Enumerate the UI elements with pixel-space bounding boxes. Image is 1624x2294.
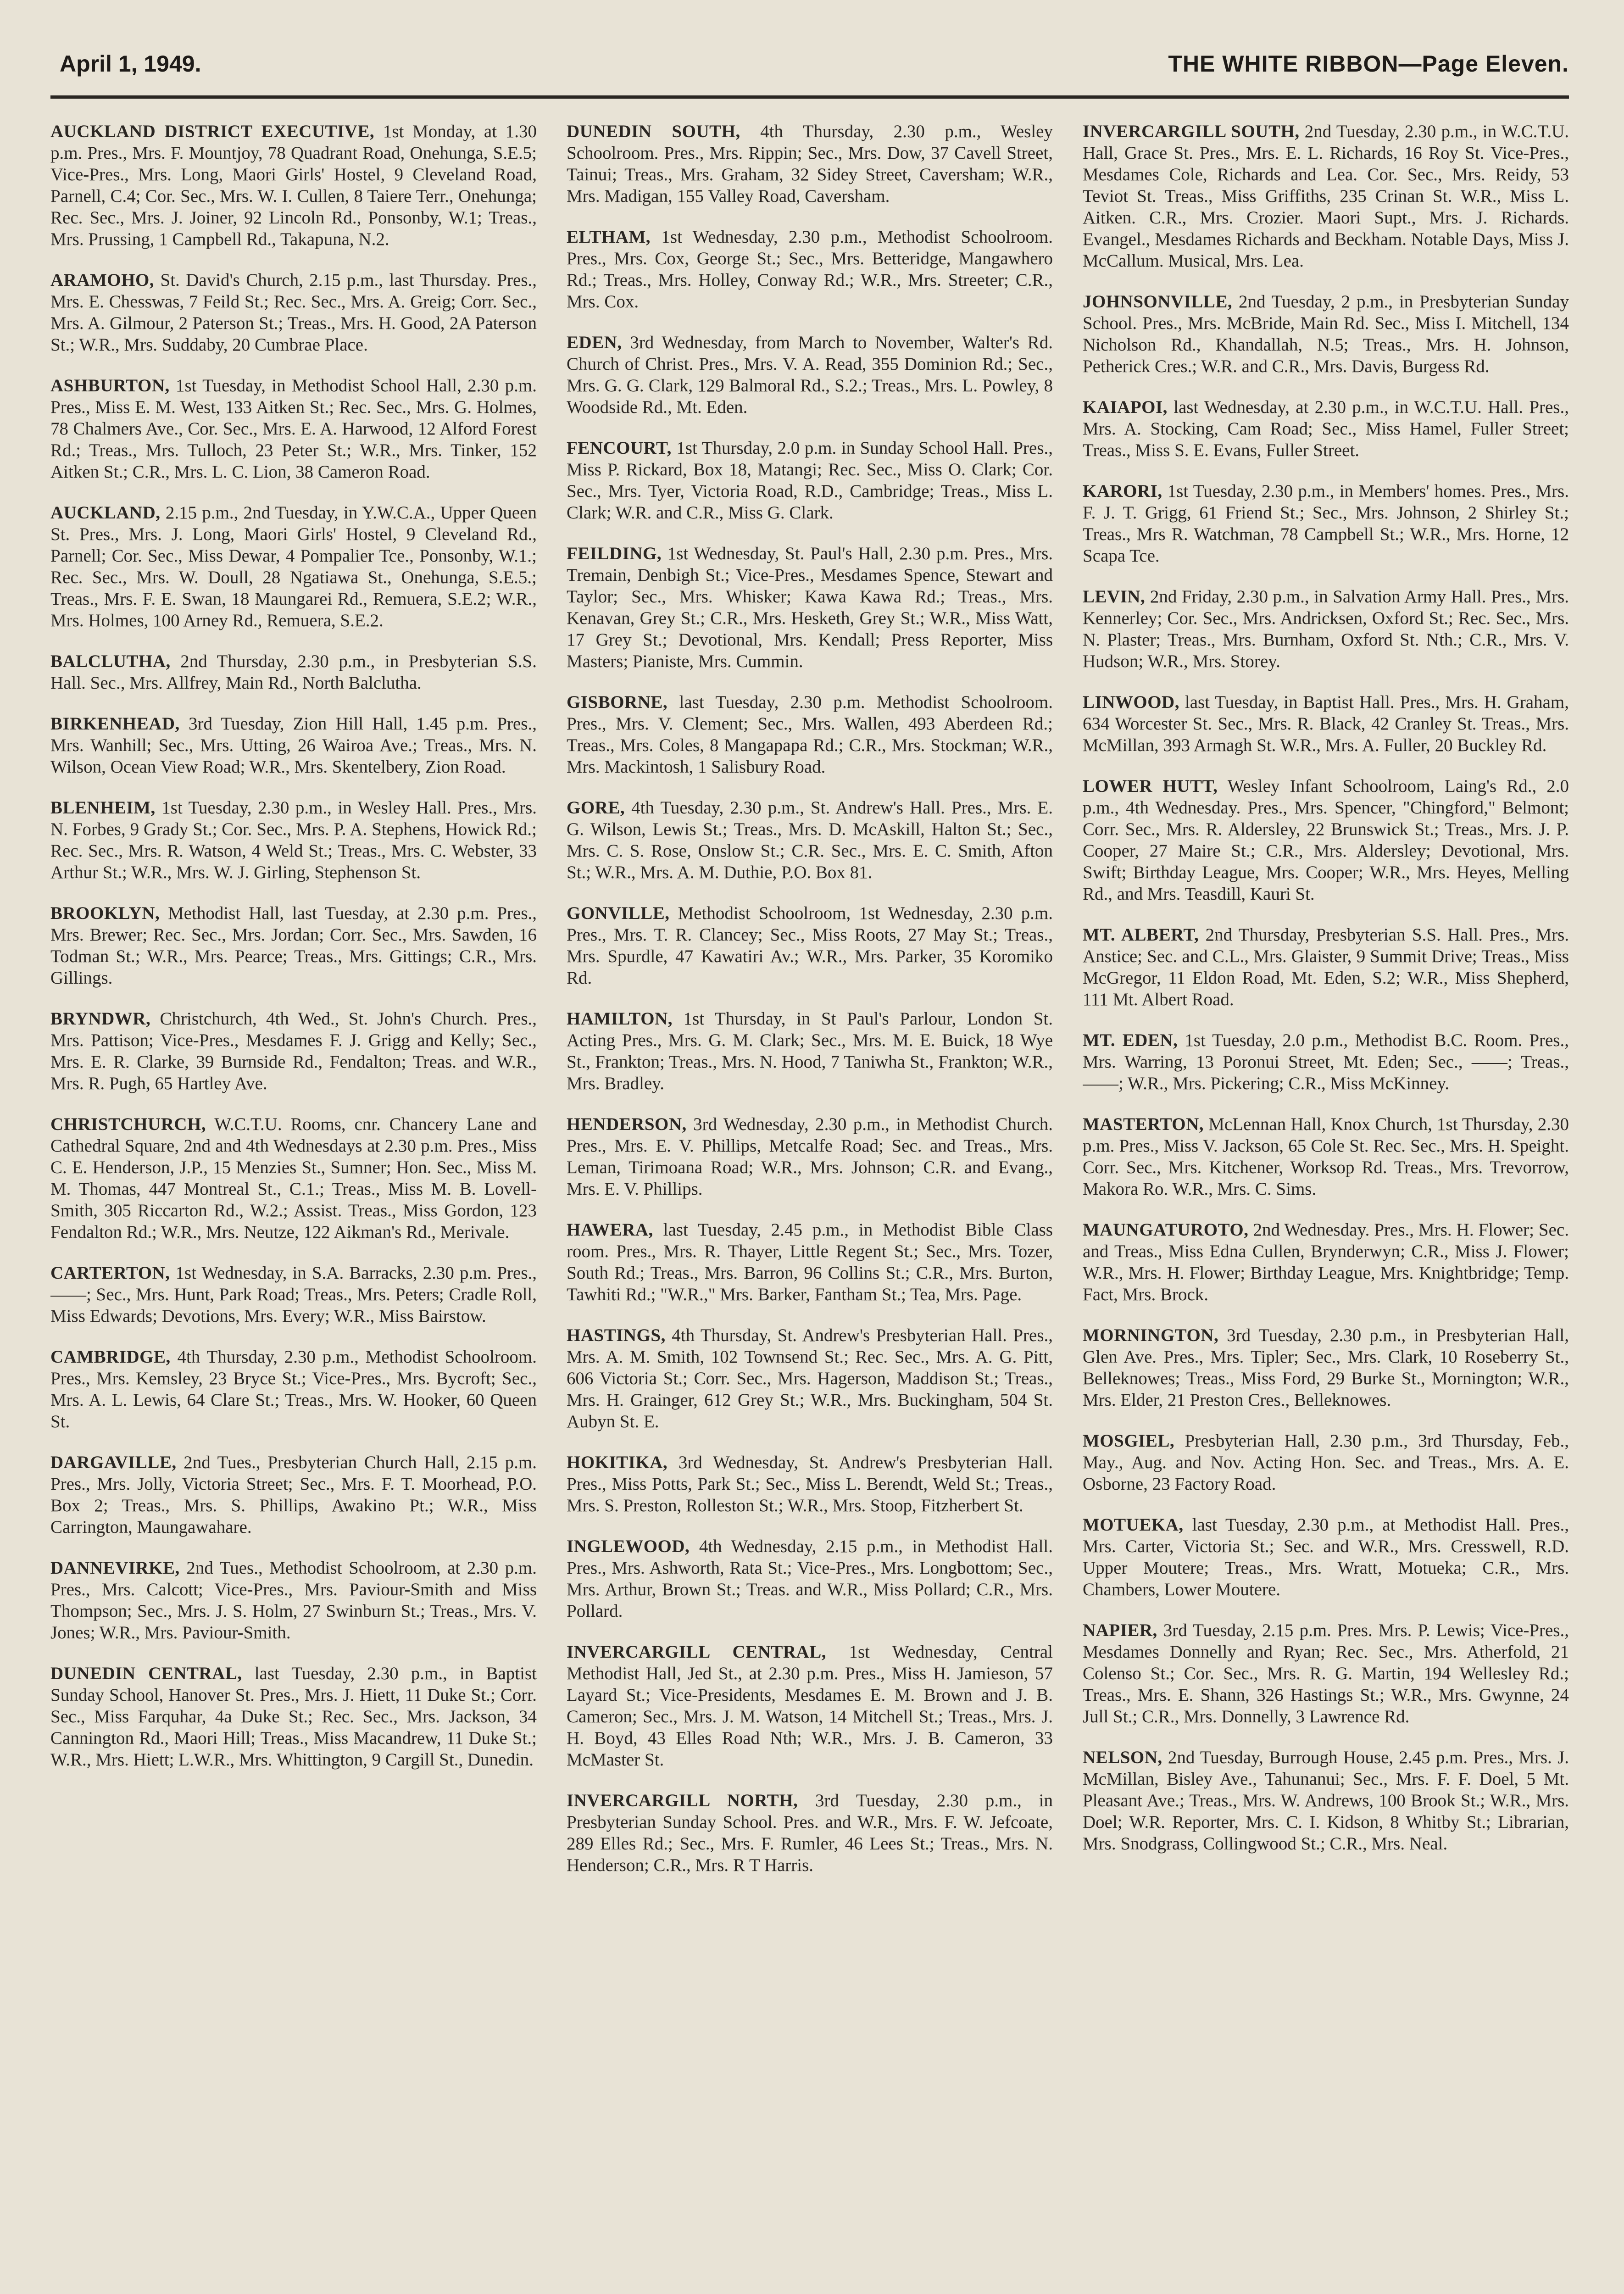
- branch-name: ASHBURTON,: [50, 376, 170, 395]
- branch-details: 4th Wednesday, 2.15 p.m., in Methodist Hall. Pres., Mrs. Ashworth, Rata St.; Vice-Pres., Mrs. Longbottom; Sec., Mrs. Arthur, Brown St.; Treas. and W.R., Miss Pollard; C.R., Mrs. Pollard.: [567, 1537, 1053, 1621]
- page-header: [50, 40, 1569, 95]
- branch-name: INVERCARGILL SOUTH,: [1083, 122, 1300, 141]
- branch-name: HASTINGS,: [567, 1325, 666, 1345]
- branch-details: 3rd Tuesday, Zion Hill Hall, 1.45 p.m. Pres., Mrs. Wanhill; Sec., Mrs. Utting, 26 Wairoa Ave.; Treas., Mrs. N. Wilson, Ocean View Road; W.R., Mrs. Skentelbery, Zion Road.: [50, 714, 537, 777]
- branch-details: 1st Monday, at 1.30 p.m. Pres., Mrs. F. Mountjoy, 78 Quadrant Road, Onehunga, S.E.5; Vice-Pres., Mrs. Long, Maori Girls' Hostel, 9 Cleveland Road, Parnell, C.4; Cor. Sec., Mrs. W. I. Cullen, 8 Taiere Terr., Onehunga; Rec. Sec., Mrs. J. Joiner, 92 Lincoln Rd., Ponsonby, W.1; Treas., Mrs. Prussing, 1 Campbell Rd., Takapuna, N.2.: [50, 122, 537, 249]
- branch-name: FENCOURT,: [567, 438, 672, 458]
- branch-name: ARAMOHO,: [50, 270, 155, 290]
- branch-details: 2nd Tuesday, 2 p.m., in Presbyterian Sunday School. Pres., Mrs. McBride, Main Rd. Sec., Miss I. Mitchell, 134 Nicholson Rd., Khandallah, N.5; Treas., Mrs. H. Johnson, Petherick Cres.; W.R. and C.R., Mrs. Davis, Burgess Rd.: [1083, 292, 1569, 376]
- branch-details: 2nd Tuesday, Burrough House, 2.45 p.m. Pres., Mrs. J. McMillan, Bisley Ave., Tahunanui; Sec., Mrs. F. F. Doel, 5 Mt. Pleasant Ave.; Treas., Mrs. W. Andrews, 100 Brook St.; W.R., Mrs. Doel; W.R. Reporter, Mrs. C. I. Kidson, 8 Whitby St.; Librarian, Mrs. Snodgrass, Collingwood St.; C.R., Mrs. Neal.: [1083, 1748, 1569, 1854]
- branch-entry: [567, 1114, 1053, 1200]
- column-right: [1083, 121, 1569, 2294]
- branch-name: KAIAPOI,: [1083, 397, 1168, 417]
- branch-details: 2nd Friday, 2.30 p.m., in Salvation Army Hall. Pres., Mrs. Kennerley; Cor. Sec., Mrs. Andricksen, Oxford St.; Rec. Sec., Mrs. N. Plaster; Treas., Mrs. Burnham, Oxford St. Nth.; C.R., Mrs. V. Hudson; W.R., Mrs. Storey.: [1083, 587, 1569, 671]
- branch-entry: [1083, 396, 1569, 461]
- branch-details: Methodist Schoolroom, 1st Wednesday, 2.30 p.m. Pres., Mrs. T. R. Clancey; Sec., Miss Roots, 27 May St.; Treas., Mrs. Spurdle, 47 Kawatiri Av.; W.R., Mrs. Parker, 35 Koromiko Rd.: [567, 903, 1053, 988]
- branch-details: 3rd Wednesday, from March to November, Walter's Rd. Church of Christ. Pres., Mrs. V. A. Read, 355 Dominion Rd.; Sec., Mrs. G. G. Clark, 129 Balmoral Rd., S.2.; Treas., Mrs. L. Powley, 8 Woodside Rd., Mt. Eden.: [567, 333, 1053, 417]
- branch-name: HAMILTON,: [567, 1009, 673, 1029]
- branch-entry: [567, 1641, 1053, 1771]
- branch-name: MASTERTON,: [1083, 1114, 1204, 1134]
- branch-entry: [1083, 121, 1569, 272]
- branch-name: FEILDING,: [567, 544, 662, 563]
- branch-details: 4th Thursday, St. Andrew's Presbyterian Hall. Pres., Mrs. A. M. Smith, 102 Townsend St.; Rec. Sec., Mrs. A. G. Pitt, 606 Victoria St.; Corr. Sec., Mrs. Hagerson, Maddison St.; Treas., Mrs. H. Grainger, 612 Grey St.; W.R., Mrs. Buckingham, 504 St. Aubyn St. E.: [567, 1325, 1053, 1431]
- branch-details: St. David's Church, 2.15 p.m., last Thursday. Pres., Mrs. E. Chesswas, 7 Feild St.; Rec. Sec., Mrs. A. Greig; Corr. Sec., Mrs. A. Gilmour, 2 Paterson St.; Treas., Mrs. H. Good, 2A Paterson St.; W.R., Mrs. Suddaby, 20 Cumbrae Place.: [50, 270, 537, 355]
- branch-name: AUCKLAND,: [50, 503, 161, 523]
- branch-details: 3rd Tuesday, 2.30 p.m., in Presbyterian Hall, Glen Ave. Pres., Mrs. Tipler; Sec., Mrs. Clark, 10 Roseberry St., Belleknowes; Treas., Miss Ford, 29 Burke St., Mornington; W.R., Mrs. Elder, 21 Preston Cres., Belleknowes.: [1083, 1325, 1569, 1410]
- branch-details: last Tuesday, 2.30 p.m. Methodist Schoolroom. Pres., Mrs. V. Clement; Sec., Mrs. Wallen, 493 Aberdeen Rd.; Treas., Mrs. Coles, 8 Mangapapa Rd.; C.R., Mrs. Stockman; W.R., Mrs. Mackintosh, 1 Salisbury Road.: [567, 692, 1053, 777]
- branch-entry: [1083, 586, 1569, 672]
- branch-details: Christchurch, 4th Wed., St. John's Church. Pres., Mrs. Pattison; Vice-Pres., Mesdames F. J. Grigg and Kelly; Sec., Mrs. E. R. Clarke, 39 Burnside Rd., Fendalton; Treas. and W.R., Mrs. R. Pugh, 65 Hartley Ave.: [50, 1009, 537, 1093]
- branch-name: LEVIN,: [1083, 587, 1146, 607]
- branch-entry: [50, 1008, 537, 1094]
- column-middle: [567, 121, 1053, 2294]
- branch-name: CHRISTCHURCH,: [50, 1114, 206, 1134]
- branch-name: INVERCARGILL CENTRAL,: [567, 1642, 826, 1662]
- branch-entry: [567, 121, 1053, 207]
- branch-details: 1st Wednesday, 2.30 p.m., Methodist Schoolroom. Pres., Mrs. Cox, George St.; Sec., Mrs. Betteridge, Mangawhero Rd.; Treas., Mrs. Holley, Conway Rd.; W.R., Mrs. Streeter; C.R., Mrs. Cox.: [567, 227, 1053, 312]
- branch-details: 1st Tuesday, 2.30 p.m., in Wesley Hall. Pres., Mrs. N. Forbes, 9 Grady St.; Cor. Sec., Mrs. P. A. Stephens, Howick Rd.; Rec. Sec., Mrs. R. Watson, 4 Weld St.; Treas., Mrs. C. Webster, 33 Arthur St.; W.R., Mrs. W. J. Girling, Stephenson St.: [50, 798, 537, 882]
- branch-name: INGLEWOOD,: [567, 1537, 690, 1556]
- branch-entry: [1083, 691, 1569, 756]
- branch-details: 4th Thursday, 2.30 p.m., Methodist Schoolroom. Pres., Mrs. Kemsley, 23 Bryce St.; Vice-Pres., Mrs. Bycroft; Sec., Mrs. A. L. Lewis, 64 Clare St.; Treas., Mrs. W. Hooker, 60 Queen St.: [50, 1347, 537, 1431]
- branch-details: 1st Thursday, in St Paul's Parlour, London St. Acting Pres., Mrs. G. M. Clark; Sec., Mrs. M. E. Buick, 18 Wye St., Frankton; Treas., Mrs. N. Hood, 7 Taniwha St., Frankton; W.R., Mrs. Bradley.: [567, 1009, 1053, 1093]
- branch-entry: [567, 1008, 1053, 1094]
- branch-details: Wesley Infant Schoolroom, Laing's Rd., 2.0 p.m., 4th Wednesday. Pres., Mrs. Spencer, "Chingford," Belmont; Corr. Sec., Mrs. R. Aldersley, 22 Brunswick St.; Treas., Mrs. J. P. Cooper, 27 Maire St.; C.R., Mrs. Aldersley; Devotional, Mrs. Swift; Birthday League, Mrs. Cooper; W.R., Mrs. Heyes, Melling Rd., and Mrs. Teasdill, Kauri St.: [1083, 776, 1569, 904]
- branch-entry: [50, 1452, 537, 1538]
- branch-entry: [1083, 775, 1569, 905]
- branch-entry: [1083, 1620, 1569, 1727]
- branch-details: 1st Thursday, 2.0 p.m. in Sunday School Hall. Pres., Miss P. Rickard, Box 18, Matangi; Rec. Sec., Miss O. Clark; Cor. Sec., Mrs. Tyer, Victoria Road, R.D., Cambridge; Treas., Miss L. Clark; W.R. and C.R., Miss G. Clark.: [567, 438, 1053, 523]
- branch-entry: [567, 691, 1053, 778]
- branch-name: HOKITIKA,: [567, 1453, 668, 1472]
- branch-details: 4th Tuesday, 2.30 p.m., St. Andrew's Hall. Pres., Mrs. E. G. Wilson, Lewis St.; Treas., Mrs. D. McAskill, Halton St.; Sec., Mrs. C. S. Rose, Onslow St.; C.R. Sec., Mrs. E. C. Smith, Afton St.; W.R., Mrs. A. M. Duthie, P.O. Box 81.: [567, 798, 1053, 882]
- branch-details: last Tuesday, 2.30 p.m., in Baptist Sunday School, Hanover St. Pres., Mrs. J. Hiett, 11 Duke St.; Corr. Sec., Miss Farquhar, 4a Duke St.; Rec. Sec., Mrs. Jackson, 34 Cannington Rd., Maori Hill; Treas., Miss Macandrew, 11 Duke St.; W.R., Mrs. Hiett; L.W.R., Mrs. Whittington, 9 Cargill St., Dunedin.: [50, 1664, 537, 1770]
- branch-name: INVERCARGILL NORTH,: [567, 1791, 798, 1810]
- branch-entry: [567, 332, 1053, 418]
- branch-name: LINWOOD,: [1083, 692, 1179, 712]
- branch-name: GISBORNE,: [567, 692, 668, 712]
- branch-entry: [567, 902, 1053, 989]
- branch-details: 2.15 p.m., 2nd Tuesday, in Y.W.C.A., Upper Queen St. Pres., Mrs. J. Long, Maori Girls' Hostel, 9 Cleveland Rd., Parnell; Cor. Sec., Miss Dewar, 4 Pompalier Tce., Ponsonby, W.1.; Rec. Sec., Mrs. W. Doull, 28 Ngatiawa St., Onehunga, S.E.5.; Treas., Mrs. F. E. Swan, 18 Maungarei Rd., Remuera, S.E.2; W.R., Mrs. Holmes, 100 Arney Rd., Remuera, S.E.2.: [50, 503, 537, 630]
- branch-details: 3rd Tuesday, 2.30 p.m., in Presbyterian Sunday School. Pres. and W.R., Mrs. F. W. Jefcoate, 289 Elles Rd.; Sec., Mrs. F. Rumler, 46 Lees St.; Treas., Mrs. N. Henderson; C.R., Mrs. R T Harris.: [567, 1791, 1053, 1875]
- branch-name: CARTERTON,: [50, 1263, 170, 1283]
- branch-name: NELSON,: [1083, 1748, 1162, 1767]
- issue-date: April 1, 1949.: [60, 51, 201, 77]
- branch-entry: [50, 269, 537, 356]
- branch-name: HENDERSON,: [567, 1114, 687, 1134]
- branch-entry: [50, 902, 537, 989]
- branch-entry: [50, 502, 537, 631]
- branch-details: 3rd Wednesday, St. Andrew's Presbyterian Hall. Pres., Miss Potts, Park St.; Sec., Miss L. Berendt, Weld St.; Treas., Mrs. S. Preston, Rolleston St.; W.R., Mrs. Stoop, Fitzherbert St.: [567, 1453, 1053, 1515]
- branch-entry: [50, 713, 537, 778]
- branch-name: CAMBRIDGE,: [50, 1347, 171, 1367]
- branch-details: 1st Tuesday, in Methodist School Hall, 2.30 p.m. Pres., Miss E. M. West, 133 Aitken St.; Rec. Sec., Mrs. G. Holmes, 78 Chalmers Ave., Cor. Sec., Mrs. E. A. Harwood, 12 Alford Forest Rd.; Treas., Mrs. Tulloch, 23 Peter St.; W.R., Mrs. Tinker, 152 Aitken St.; C.R., Mrs. L. C. Lion, 38 Cameron Road.: [50, 376, 537, 482]
- branch-name: DANNEVIRKE,: [50, 1558, 180, 1578]
- branch-entry: [50, 1262, 537, 1327]
- branch-name: GORE,: [567, 798, 625, 818]
- page-title: THE WHITE RIBBON—Page Eleven.: [1168, 51, 1569, 77]
- branch-entry: [50, 651, 537, 694]
- branch-details: 1st Tuesday, 2.30 p.m., in Members' homes. Pres., Mrs. F. J. T. Grigg, 61 Friend St.; Sec., Mrs. Johnson, 2 Shirley St.; Treas., Mrs R. Watchman, 78 Campbell St.; W.R., Mrs. Horne, 12 Scapa Tce.: [1083, 481, 1569, 566]
- branch-name: BRYNDWR,: [50, 1009, 151, 1029]
- branch-details: 2nd Tuesday, 2.30 p.m., in W.C.T.U. Hall, Grace St. Pres., Mrs. E. L. Richards, 16 Roy St. Vice-Pres., Mesdames Cole, Richards and Lea. Cor. Sec., Mrs. Reidy, 53 Teviot St. Treas., Miss Griffiths, 235 Crinan St. W.R., Miss L. Aitken. C.R., Mrs. Crozier. Maori Supt., Mrs. J. Richards. Evangel., Mesdames Richards and Beckham. Notable Days, Miss J. McCallum. Musical, Mrs. Lea.: [1083, 122, 1569, 271]
- branch-name: MORNINGTON,: [1083, 1325, 1219, 1345]
- branch-name: BROOKLYN,: [50, 903, 160, 923]
- branch-entry: [50, 1557, 537, 1643]
- branch-entry: [50, 1114, 537, 1243]
- branch-name: MAUNGATUROTO,: [1083, 1220, 1249, 1240]
- branch-details: Presbyterian Hall, 2.30 p.m., 3rd Thursday, Feb., May., Aug. and Nov. Acting Hon. Sec. and Treas., Mrs. A. E. Osborne, 23 Factory Road.: [1083, 1431, 1569, 1494]
- branch-details: 3rd Wednesday, 2.30 p.m., in Methodist Church. Pres., Mrs. E. V. Phillips, Metcalfe Road; Sec. and Treas., Mrs. Leman, Tirimoana Road; W.R., Mrs. Johnson; C.R. and Evang., Mrs. E. V. Phillips.: [567, 1114, 1053, 1199]
- branch-name: BLENHEIM,: [50, 798, 156, 818]
- branch-entry: [50, 375, 537, 483]
- branch-entry: [567, 1452, 1053, 1516]
- branch-name: NAPIER,: [1083, 1620, 1157, 1640]
- branch-entry: [1083, 1219, 1569, 1305]
- branch-entry: [567, 1790, 1053, 1876]
- branch-entry: [1083, 1430, 1569, 1495]
- branch-name: KARORI,: [1083, 481, 1162, 501]
- branch-details: McLennan Hall, Knox Church, 1st Thursday, 2.30 p.m. Pres., Miss V. Jackson, 65 Cole St. Rec. Sec., Mrs. H. Speight. Corr. Sec., Mrs. Kitchener, Worksop Rd. Treas., Mrs. Trevorrow, Makora Ro. W.R., Mrs. C. Sims.: [1083, 1114, 1569, 1199]
- branch-entry: [50, 121, 537, 250]
- directory-columns: [50, 121, 1569, 2294]
- branch-details: 1st Wednesday, Central Methodist Hall, Jed St., at 2.30 p.m. Pres., Miss H. Jamieson, 57 Layard St.; Vice-Presidents, Mesdames E. M. Brown and J. B. Cameron; Sec., Mrs. J. M. Watson, 14 Mitchell St.; Treas., Mrs. J. H. Boyd, 43 Elles Road Nth; W.R., Mrs. J. B. Cameron, 33 McMaster St.: [567, 1642, 1053, 1770]
- branch-name: DUNEDIN CENTRAL,: [50, 1664, 242, 1683]
- branch-entry: [50, 1663, 537, 1771]
- branch-entry: [1083, 1325, 1569, 1411]
- branch-name: DARGAVILLE,: [50, 1453, 177, 1472]
- branch-entry: [567, 226, 1053, 312]
- branch-entry: [567, 1536, 1053, 1622]
- branch-entry: [567, 797, 1053, 883]
- branch-details: 2nd Tues., Methodist Schoolroom, at 2.30 p.m. Pres., Mrs. Calcott; Vice-Pres., Mrs. Paviour-Smith and Miss Thompson; Sec., Mrs. J. S. Holm, 27 Swinburn St.; Treas., Mrs. V. Jones; W.R., Mrs. Paviour-Smith.: [50, 1558, 537, 1643]
- branch-entry: [567, 1325, 1053, 1432]
- branch-name: GONVILLE,: [567, 903, 670, 923]
- branch-details: last Tuesday, in Baptist Hall. Pres., Mrs. H. Graham, 634 Worcester St. Sec., Mrs. R. Black, 42 Cranley St. Treas., Mrs. McMillan, 393 Armagh St. W.R., Mrs. A. Fuller, 20 Buckley Rd.: [1083, 692, 1569, 755]
- branch-entry: [1083, 1030, 1569, 1094]
- branch-details: 2nd Thursday, Presbyterian S.S. Hall. Pres., Mrs. Anstice; Sec. and C.L., Mrs. Glaister, 9 Summit Drive; Treas., Miss McGregor, 11 Eldon Road, Mt. Eden, S.2; W.R., Miss Shepherd, 111 Mt. Albert Road.: [1083, 925, 1569, 1009]
- column-left: [50, 121, 537, 2294]
- branch-entry: [1083, 1747, 1569, 1854]
- branch-name: BALCLUTHA,: [50, 651, 171, 671]
- branch-name: MT. EDEN,: [1083, 1030, 1178, 1050]
- branch-entry: [50, 1346, 537, 1432]
- branch-details: 4th Thursday, 2.30 p.m., Wesley Schoolroom. Pres., Mrs. Rippin; Sec., Mrs. Dow, 37 Cavell Street, Tainui; Treas., Mrs. Graham, 32 Sidey Street, Caversham; W.R., Mrs. Madigan, 155 Valley Road, Caversham.: [567, 122, 1053, 206]
- branch-details: 2nd Thursday, 2.30 p.m., in Presbyterian S.S. Hall. Sec., Mrs. Allfrey, Main Rd., North Balclutha.: [50, 651, 537, 693]
- branch-entry: [567, 437, 1053, 523]
- branch-name: ELTHAM,: [567, 227, 651, 247]
- branch-details: 1st Tuesday, 2.0 p.m., Methodist B.C. Room. Pres., Mrs. Warring, 13 Poronui Street, Mt. Eden; Sec., ——; Treas., ——; W.R., Mrs. Pickering; C.R., Miss McKinney.: [1083, 1030, 1569, 1093]
- header-rule: [50, 95, 1569, 99]
- branch-entry: [567, 1219, 1053, 1305]
- branch-name: BIRKENHEAD,: [50, 714, 180, 734]
- branch-entry: [1083, 480, 1569, 567]
- branch-name: JOHNSONVILLE,: [1083, 292, 1233, 312]
- branch-details: 1st Wednesday, St. Paul's Hall, 2.30 p.m. Pres., Mrs. Tremain, Denbigh St.; Vice-Pres., Mesdames Spence, Stewart and Taylor; Sec., Mrs. Whisker; Kawa Kawa Rd.; Treas., Mrs. Kenavan, Grey St.; C.R., Mrs. Hesketh, Grey St.; W.R., Miss Watt, 17 Grey St.; Devotional, Mrs. Kendall; Press Reporter, Miss Masters; Pianiste, Mrs. Cummin.: [567, 544, 1053, 671]
- branch-details: last Tuesday, 2.45 p.m., in Methodist Bible Class room. Pres., Mrs. R. Thayer, Little Regent St.; Sec., Mrs. Tozer, South Rd.; Treas., Mrs. Barron, 96 Collins St.; C.R., Mrs. Burton, Tawhiti Rd.; "W.R.," Mrs. Barker, Fantham St.; Tea, Mrs. Page.: [567, 1220, 1053, 1304]
- branch-details: 2nd Tues., Presbyterian Church Hall, 2.15 p.m. Pres., Mrs. Jolly, Victoria Street; Sec., Mrs. F. T. Moorhead, P.O. Box 2; Treas., Mrs. S. Phillips, Awakino Pt.; W.R., Miss Carrington, Maungawahare.: [50, 1453, 537, 1537]
- branch-entry: [1083, 291, 1569, 377]
- branch-entry: [1083, 1514, 1569, 1600]
- branch-name: LOWER HUTT,: [1083, 776, 1218, 796]
- branch-details: last Wednesday, at 2.30 p.m., in W.C.T.U. Hall. Pres., Mrs. A. Stocking, Cam Road; Sec., Miss Hamel, Fuller Street; Treas., Miss S. E. Evans, Fuller Street.: [1083, 397, 1569, 460]
- branch-name: HAWERA,: [567, 1220, 653, 1240]
- branch-name: DUNEDIN SOUTH,: [567, 122, 740, 141]
- branch-details: last Tuesday, 2.30 p.m., at Methodist Hall. Pres., Mrs. Carter, Victoria St.; Sec. and W.R., Mrs. Cresswell, R.D. Upper Moutere; Treas., Mrs. Wratt, Motueka; C.R., Mrs. Chambers, Lower Moutere.: [1083, 1515, 1569, 1599]
- branch-name: EDEN,: [567, 333, 622, 352]
- branch-entry: [1083, 924, 1569, 1010]
- branch-name: AUCKLAND DISTRICT EXECUTIVE,: [50, 122, 375, 141]
- branch-name: MT. ALBERT,: [1083, 925, 1199, 945]
- branch-entry: [1083, 1114, 1569, 1200]
- branch-details: 2nd Wednesday. Pres., Mrs. H. Flower; Sec. and Treas., Miss Edna Cullen, Brynderwyn; C.R., Miss J. Flower; W.R., Mrs. H. Flower; Birthday League, Mrs. Knightbridge; Temp. Fact, Mrs. Brock.: [1083, 1220, 1569, 1304]
- branch-entry: [50, 797, 537, 883]
- branch-details: 1st Wednesday, in S.A. Barracks, 2.30 p.m. Pres., ——; Sec., Mrs. Hunt, Park Road; Treas., Mrs. Peters; Cradle Roll, Miss Edwards; Devotions, Mrs. Every; W.R., Miss Bairstow.: [50, 1263, 537, 1326]
- branch-name: MOTUEKA,: [1083, 1515, 1184, 1535]
- branch-details: 3rd Tuesday, 2.15 p.m. Pres. Mrs. P. Lewis; Vice-Pres., Mesdames Donnelly and Ryan; Rec. Sec., Mrs. Atherfold, 21 Colenso St.; Cor. Sec., Mrs. R. G. Martin, 194 Wellesley Rd.; Treas., Mrs. E. Shann, 326 Hastings St.; W.R., Mrs. Gwynne, 24 Jull St.; C.R., Mrs. Donnelly, 3 Lawrence Rd.: [1083, 1620, 1569, 1726]
- branch-entry: [567, 543, 1053, 672]
- branch-details: Methodist Hall, last Tuesday, at 2.30 p.m. Pres., Mrs. Brewer; Rec. Sec., Mrs. Jordan; Corr. Sec., Mrs. Sawden, 16 Todman St.; W.R., Mrs. Pearce; Treas., Mrs. Gittings; C.R., Mrs. Gillings.: [50, 903, 537, 988]
- branch-details: W.C.T.U. Rooms, cnr. Chancery Lane and Cathedral Square, 2nd and 4th Wednesdays at 2.30 p.m. Pres., Miss C. E. Henderson, J.P., 15 Menzies St., Sumner; Hon. Sec., Miss M. M. Thomas, 447 Montreal St., C.1.; Treas., Miss M. B. Lovell-Smith, 305 Riccarton Rd., W.2.; Assist. Treas., Miss Gordon, 123 Fendalton Rd.; W.R., Mrs. Neutze, 122 Aikman's Rd., Merivale.: [50, 1114, 537, 1242]
- branch-name: MOSGIEL,: [1083, 1431, 1175, 1451]
